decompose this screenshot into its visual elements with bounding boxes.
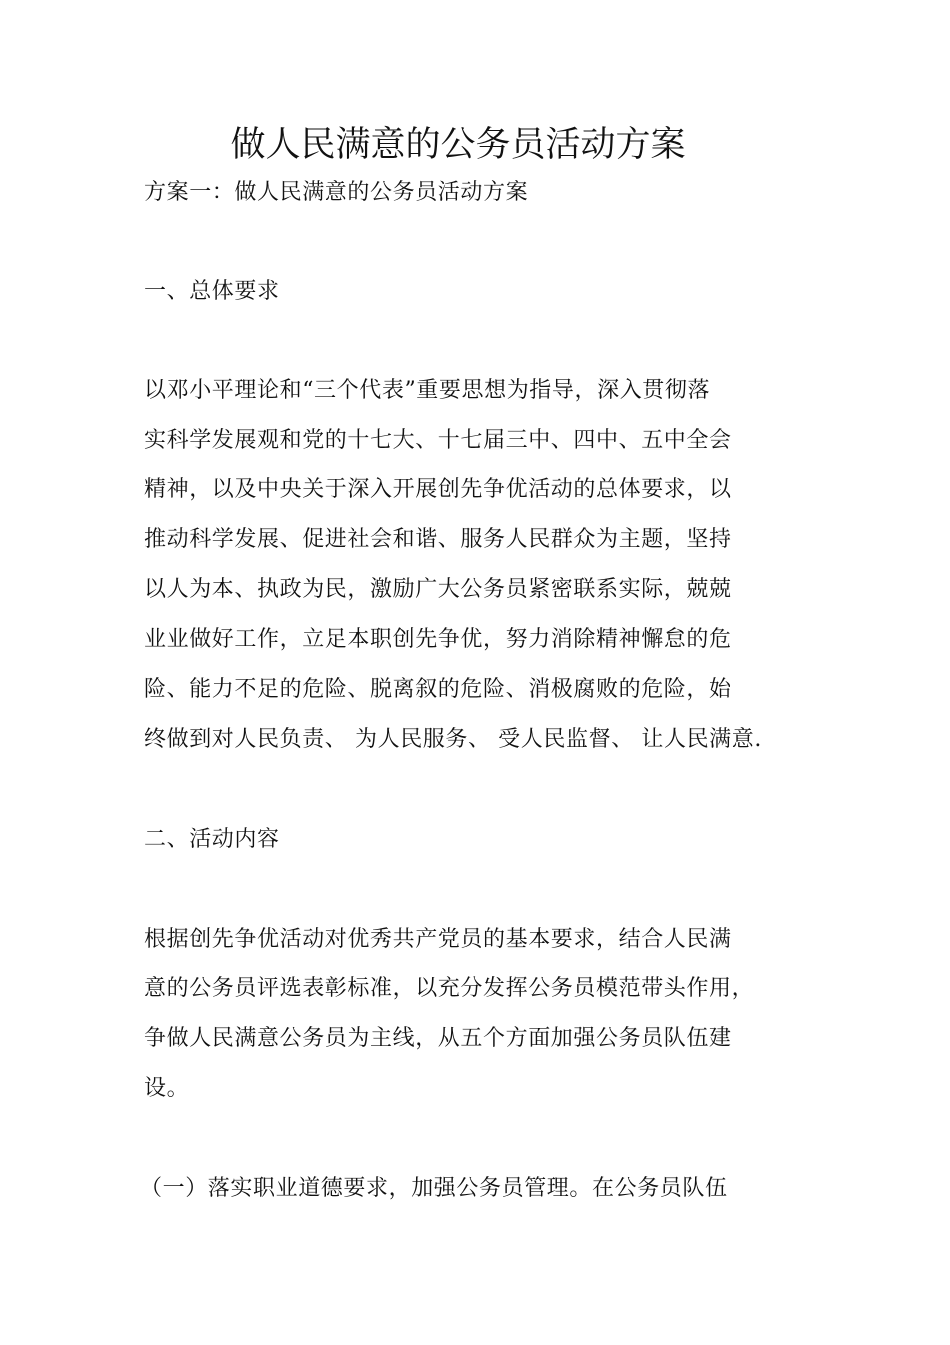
document-title: 做人民满意的公务员活动方案: [230, 125, 686, 165]
paragraph-line: 险、能力不足的危险、脱离叙的危险、消极腐败的危险，始: [144, 677, 732, 702]
paragraph-line: 实科学发展观和党的十七大、十七届三中、四中、五中全会: [144, 428, 732, 453]
paragraph-line: （一）落实职业道德要求，加强公务员管理。在公务员队伍: [140, 1176, 728, 1201]
paragraph-line: 设。: [144, 1076, 190, 1101]
section-heading-activity-content: 二、活动内容: [144, 827, 280, 852]
paragraph-line: 业业做好工作，立足本职创先争优，努力消除精神懈怠的危: [144, 627, 732, 652]
paragraph-line: 以邓小平理论和“三个代表”重要思想为指导，深入贯彻落: [144, 378, 711, 403]
paragraph-line: 以人为本、执政为民，激励广大公务员紧密联系实际，兢兢: [144, 577, 732, 602]
paragraph-line: 精神，以及中央关于深入开展创先争优活动的总体要求，以: [144, 477, 732, 502]
paragraph-line: 争做人民满意公务员为主线，从五个方面加强公务员队伍建: [144, 1026, 732, 1051]
document-subtitle: 方案一：做人民满意的公务员活动方案: [144, 180, 529, 205]
paragraph-line: 终做到对人民负责、 为人民服务、 受人民监督、 让人民满意.: [144, 727, 762, 752]
paragraph-line: 推动科学发展、促进社会和谐、服务人民群众为主题，坚持: [144, 527, 732, 552]
paragraph-line: 意的公务员评选表彰标准，以充分发挥公务员模范带头作用，: [144, 976, 755, 1001]
section-heading-overall-requirements: 一、总体要求: [144, 279, 280, 304]
paragraph-line: 根据创先争优活动对优秀共产党员的基本要求，结合人民满: [144, 927, 732, 952]
